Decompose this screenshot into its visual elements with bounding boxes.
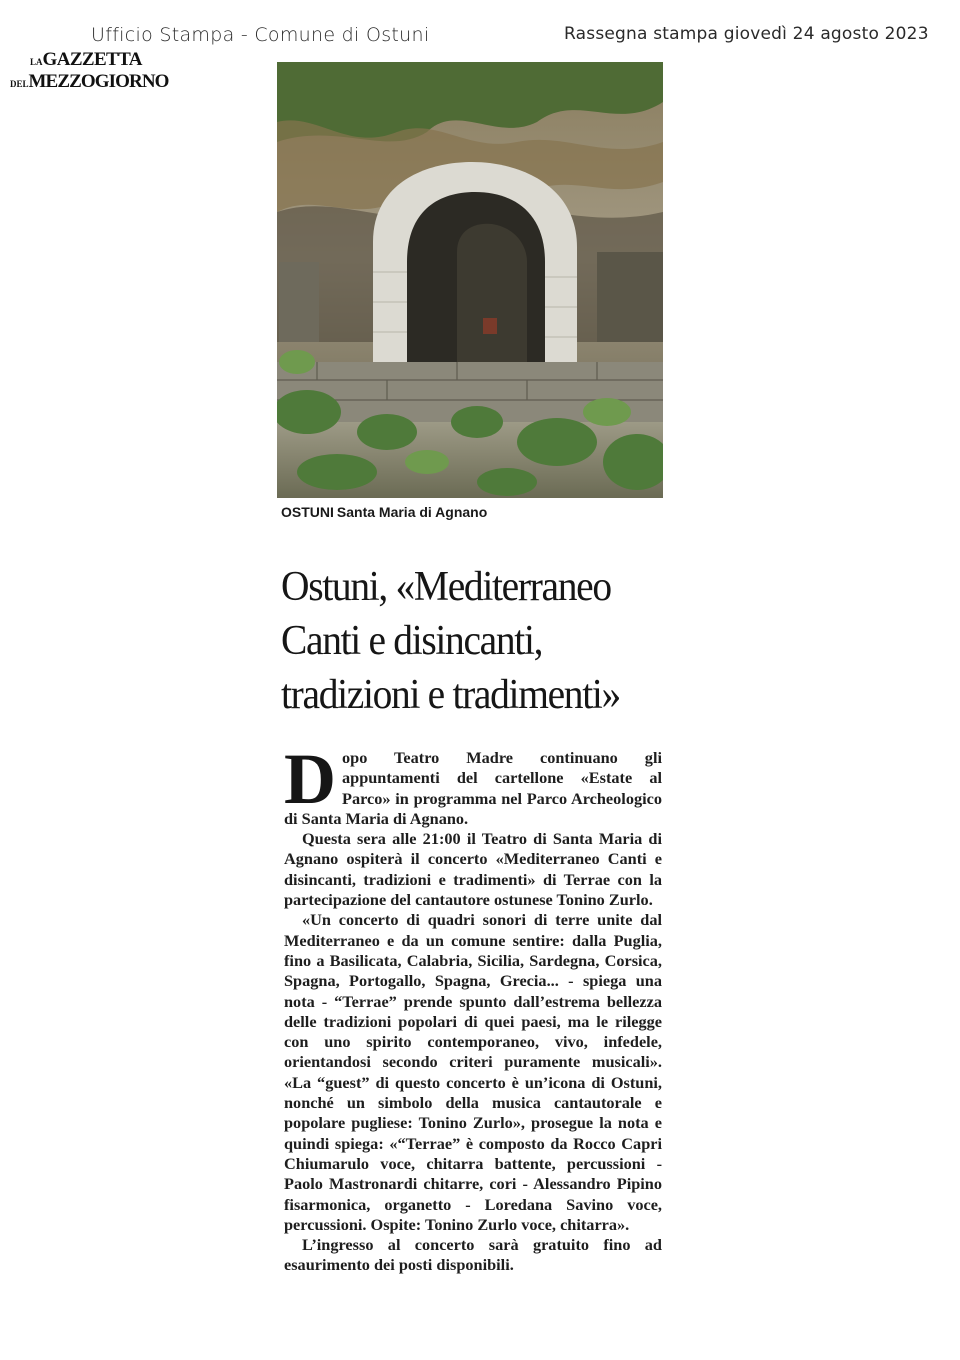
logo-preposition: DEL	[10, 79, 29, 89]
photo-caption	[281, 504, 487, 520]
paragraph-1	[284, 739, 662, 829]
logo-article: LA	[30, 57, 43, 67]
headline-line-1: Ostuni, «Mediterraneo	[281, 564, 611, 610]
caption-place: OSTUNI	[281, 504, 334, 520]
logo-word-1: GAZZETTA	[42, 49, 142, 70]
headline-line-2: Canti e disincanti,	[281, 618, 543, 664]
drop-cap: D	[284, 739, 336, 819]
article-photo	[277, 62, 663, 498]
newspaper-logo	[10, 49, 169, 94]
logo-word-2: MEZZOGIORNO	[28, 71, 169, 92]
paragraph-4: L’ingresso al concerto sarà gratuito fino ad esaurimento dei posti disponibili.	[284, 1235, 662, 1275]
paragraph-2: Questa sera alle 21:00 il Teatro di Santa Maria di Agnano ospiterà il concerto «Mediterraneo Canti e disincanti, tradizioni e tradimenti» di Terrae con la partecipazione del cantautore ostunese Tonino Zurlo.	[284, 829, 662, 910]
caption-text: Santa Maria di Agnano	[336, 504, 488, 520]
headline-line-3: tradizioni e tradimenti»	[281, 672, 620, 718]
press-review-date: Rassegna stampa giovedì 24 agosto 2023	[564, 24, 929, 44]
press-office-header: Ufficio Stampa - Comune di Ostuni	[91, 24, 430, 46]
paragraph-3: «Un concerto di quadri sonori di terre unite dal Mediterraneo e da un comune sentire: dalla Puglia, fino a Basilicata, Calabria, Sicilia, Sardegna, Corsica, Spagna, Portogallo, Spagna, Grecia... - spiega una nota - “Terrae” prende spunto dall’estrema bellezza delle tradizioni popolari di quei paesi, ma le rilegge con uno spirito contemporaneo, vivo, infedele, orientandosi secondo criteri puramente musicali». «La “guest” di questo concerto è un’icona di Ostuni, nonché un simbolo della musica cantautorale e popolare pugliese: Tonino Zurlo», prosegue la nota e quindi spiega: «“Terrae” è composto da Rocco Capri Chiumarulo voce, chitarra battente, percussioni - Paolo Mastronardi chitarre, cori - Alessandro Pipino fisarmonica, organetto - Loredana Savino voce, percussioni. Ospite: Tonino Zurlo voce, chitarra».	[284, 910, 662, 1234]
article-headline	[281, 560, 657, 722]
article-body	[284, 739, 662, 1276]
paragraph-1-text: opo Teatro Madre continuano gli appuntamenti del cartellone «Estate al Parco» in programma nel Parco Archeologico di Santa Maria di Agnano.	[284, 748, 662, 828]
